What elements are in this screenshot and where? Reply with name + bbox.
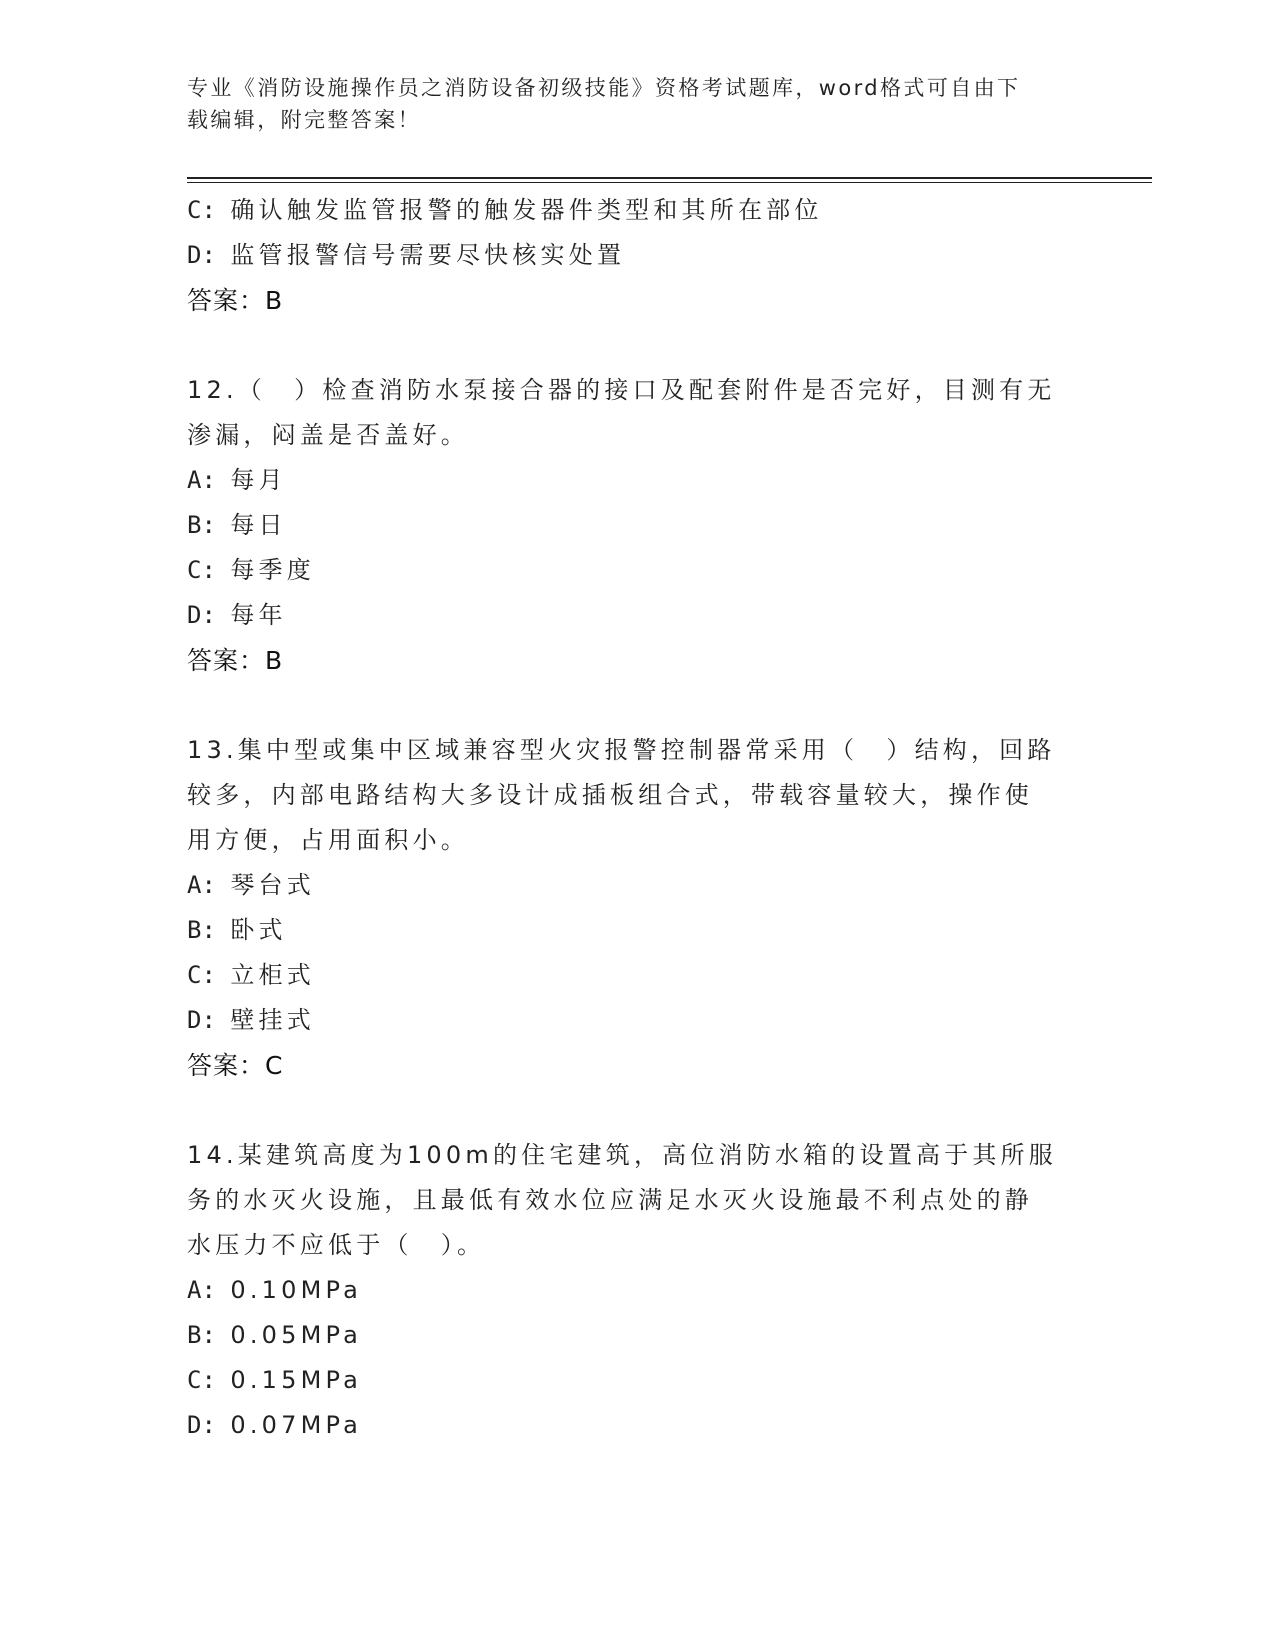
option-d [187,593,1087,638]
option-b [187,1313,1087,1358]
option-text: 每日 [230,511,287,539]
option-key: C: [187,961,231,989]
option-d [187,1403,1087,1448]
question-list [187,188,1087,1448]
option-key: D: [187,1006,231,1034]
question-text-line: 12.（ ）检查消防水泵接合器的接口及配套附件是否完好，目测有无 [187,376,1056,404]
document-header [187,72,1067,136]
option-text: 每月 [230,466,287,494]
option-text: 每年 [230,601,287,629]
question-text-line: 水压力不应低于（ ）。 [187,1231,486,1259]
option-key: B: [187,511,231,539]
option-b [187,503,1087,548]
spacer [187,1088,1087,1133]
spacer [187,683,1087,728]
question-14 [187,1133,1087,1448]
question-text-line: 较多，内部电路结构大多设计成插板组合式，带载容量较大，操作使 [187,781,1033,809]
question-text-line: 用方便，占用面积小。 [187,826,469,854]
option-text: 0.10MPa [230,1276,363,1304]
option-key: D: [187,1411,231,1439]
option-b [187,908,1087,953]
option-text: 监管报警信号需要尽快核实处置 [230,241,626,269]
option-key: C: [187,196,231,224]
option-key: B: [187,916,231,944]
option-text: 0.05MPa [230,1321,363,1349]
question-text [187,368,1087,458]
option-a [187,458,1087,503]
option-key: D: [187,241,231,269]
option-c [187,1358,1087,1403]
option-c [187,188,1087,233]
option-text: 每季度 [230,556,315,584]
answer-line: 答案：B [187,646,284,675]
question-text-line: 渗漏，闷盖是否盖好。 [187,421,469,449]
header-divider-thin [187,182,1152,183]
header-divider-thick [187,177,1152,179]
option-text: 确认触发监管报警的触发器件类型和其所在部位 [230,196,823,224]
question-text-line: 务的水灭火设施，且最低有效水位应满足水灭火设施最不利点处的静 [187,1186,1033,1214]
answer-line: 答案：B [187,286,284,315]
header-line-1: 专业《消防设施操作员之消防设备初级技能》资格考试题库，word格式可自由下 [187,76,1021,100]
option-text: 琴台式 [230,871,315,899]
option-key: A: [187,466,231,494]
header-line-2: 载编辑，附完整答案！ [187,108,421,132]
question-text [187,728,1087,863]
option-text: 立柜式 [230,961,315,989]
option-key: D: [187,601,231,629]
question-text-line: 14.某建筑高度为100m的住宅建筑，高位消防水箱的设置高于其所服 [187,1141,1057,1169]
option-d [187,233,1087,278]
option-c [187,953,1087,998]
option-text: 壁挂式 [230,1006,315,1034]
option-key: C: [187,1366,231,1394]
option-d [187,998,1087,1043]
question-text [187,1133,1087,1268]
option-key: A: [187,871,231,899]
question-text-line: 13.集中型或集中区域兼容型火灾报警控制器常采用（ ）结构，回路 [187,736,1056,764]
spacer [187,323,1087,368]
question-13 [187,728,1087,1088]
option-a [187,1268,1087,1313]
question-11-tail [187,188,1087,323]
option-key: B: [187,1321,231,1349]
option-text: 0.15MPa [230,1366,363,1394]
option-key: C: [187,556,231,584]
question-12 [187,368,1087,683]
option-key: A: [187,1276,231,1304]
option-text: 0.07MPa [230,1411,363,1439]
option-text: 卧式 [230,916,287,944]
answer-line: 答案：C [187,1051,284,1080]
option-a [187,863,1087,908]
option-c [187,548,1087,593]
